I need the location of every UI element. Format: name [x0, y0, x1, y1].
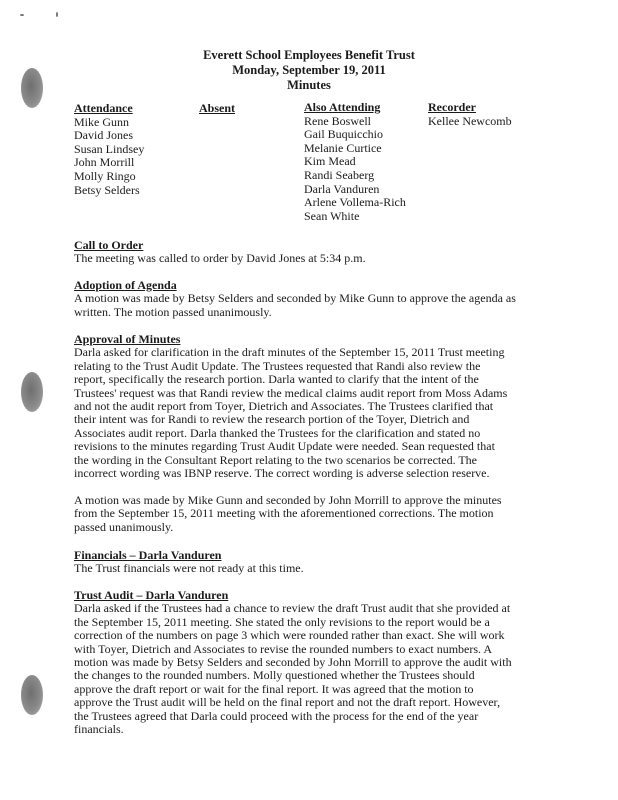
body-line: the September 15, 2011 meeting. She stated the only revisions to the report would be a: [74, 614, 490, 629]
body-line: correction of the numbers on page 3 which were rounded rather than exact. She will work: [74, 628, 505, 643]
body-line: with Toyer, Dietrich and Associates to revise the rounded numbers to exact numbers. A: [74, 641, 493, 656]
section-heading: Financials – Darla Vanduren: [74, 548, 222, 562]
body-line: the Trustees agreed that Darla could proceed with the process for the end of the year: [74, 708, 479, 723]
body-line: their intent was for Randi to review the research portion of the Toyer, Dietrich and: [74, 412, 470, 427]
section-heading: Call to Order: [74, 238, 144, 252]
section-approval-of-minutes: [74, 333, 554, 480]
absent-column: [199, 102, 235, 116]
body-line: A motion was made by Mike Gunn and seconded by John Morrill to approve the minutes: [74, 493, 502, 507]
guest: Rene Boswell: [304, 113, 371, 128]
scan-speck: [20, 14, 24, 16]
section-adoption-of-agenda: [74, 279, 554, 319]
section-heading: Trust Audit – Darla Vanduren: [74, 588, 229, 602]
attendance-heading: Attendance: [74, 101, 133, 115]
body-line: revisions to the minutes regarding Trust Audit Update were needed. Sean requested that: [74, 439, 495, 454]
body-line: written. The motion passed unanimously.: [74, 304, 272, 319]
punch-hole: [21, 372, 43, 412]
also-attending-column: [304, 101, 406, 223]
recorder-column: [428, 101, 512, 128]
body-line: Associates audit report. Darla thanked the Trustees for the clarification and stated no: [74, 425, 481, 440]
section-call-to-order: [74, 239, 554, 266]
body-line: passed unanimously.: [74, 519, 174, 534]
body-line: the changes to the rounded numbers. Molly questioned whether the Trustees should: [74, 668, 475, 683]
body-line: and not the audit report from Toyer, Dietrich and Associates. The Trustees clarified that: [74, 399, 494, 414]
body-line: motion was made by Betsy Selders and seconded by John Morrill to approve the audit with: [74, 655, 512, 670]
section-financials: [74, 549, 554, 576]
body-line: Darla asked for clarification in the draft minutes of the September 15, 2011 Trust meeting: [74, 345, 505, 360]
guest: Darla Vanduren: [304, 181, 380, 196]
body-line: relating to the Trust Audit Update. The Trustees requested that Randi also review the: [74, 358, 481, 373]
section-heading: Adoption of Agenda: [74, 278, 177, 292]
also-attending-heading: Also Attending: [304, 100, 381, 114]
document-type: Minutes: [287, 78, 331, 92]
section-approval-motion: [74, 494, 554, 534]
body-line: The meeting was called to order by David Jones at 5:34 p.m.: [74, 251, 366, 266]
attendee: John Morrill: [74, 155, 135, 170]
guest: Melanie Curtice: [304, 140, 382, 155]
recorder-heading: Recorder: [428, 100, 476, 114]
organization-title: Everett School Employees Benefit Trust: [203, 48, 415, 62]
guest: Sean White: [304, 208, 360, 223]
section-trust-audit: [74, 589, 554, 736]
attendee: Mike Gunn: [74, 114, 129, 129]
body-line: Darla asked if the Trustees had a chance to review the draft Trust audit that she provided at: [74, 601, 511, 616]
recorder-name: Kellee Newcomb: [428, 113, 512, 128]
body-line: financials.: [74, 722, 124, 737]
guest: Kim Mead: [304, 154, 356, 169]
guest: Randi Seaberg: [304, 167, 375, 182]
guest: Gail Buquicchio: [304, 127, 383, 142]
punch-hole: [21, 675, 43, 715]
body-line: The Trust financials were not ready at this time.: [74, 561, 304, 576]
absent-heading: Absent: [199, 101, 236, 115]
attendee: Betsy Selders: [74, 182, 140, 197]
body-line: approve the Trust audit will be held on the final report and not the draft report. However,: [74, 695, 501, 710]
document-header: [0, 48, 618, 93]
section-heading: Approval of Minutes: [74, 332, 181, 346]
scan-speck: [56, 12, 58, 17]
body-line: report, specifically the research portion. Darla wanted to clarify that the intent of the: [74, 372, 479, 387]
body-line: from the September 15, 2011 meeting with the aforementioned corrections. The motion: [74, 506, 494, 521]
attendance-column: [74, 102, 144, 197]
body-line: the wording in the Consultant Report relating to the two scenarios be corrected. The: [74, 452, 478, 467]
attendee: Molly Ringo: [74, 168, 136, 183]
guest: Arlene Vollema-Rich: [304, 195, 406, 210]
body-line: incorrect wording was IBNP reserve. The correct wording is adverse selection reserve.: [74, 466, 490, 481]
body-line: Trustees' request was that Randi review the medical claims audit report from Moss Adams: [74, 385, 508, 400]
body-line: approve the draft report or wait for the final report. It was agreed that the motion to: [74, 681, 474, 696]
attendee: Susan Lindsey: [74, 141, 145, 156]
meeting-date: Monday, September 19, 2011: [232, 63, 386, 77]
attendee: David Jones: [74, 128, 133, 143]
body-line: A motion was made by Betsy Selders and seconded by Mike Gunn to approve the agenda as: [74, 291, 516, 306]
